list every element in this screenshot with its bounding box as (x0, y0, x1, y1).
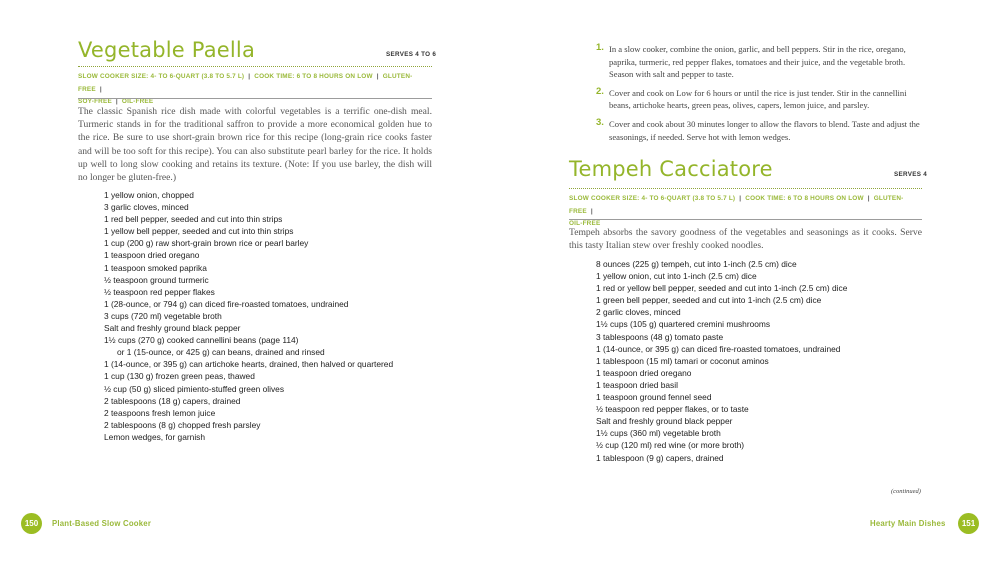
ingredient-item: ½ teaspoon ground turmeric (104, 274, 209, 285)
section-title-footer: Hearty Main Dishes (870, 519, 946, 528)
recipe-title: Tempeh Cacciatore (569, 157, 773, 181)
ingredient-item: ½ teaspoon red pepper flakes, or to taste (596, 404, 749, 415)
soy-free-tag: SOY-FREE (78, 98, 112, 105)
recipe-intro: The classic Spanish rice dish made with colorful vegetables is a terrific one-dish meal. Turmeric stands in for the traditional saffron to provide a more economical golden hue to the rice. Be sure to use short-grain brown rice for this recipe (long-grain rice cooks faster and will be too soft for this recipe). You can also substitute pearl barley for the rice. It holds up well to long slow cooking and retains its texture. (Note: If you use barley, the dish will no longer be gluten-free.) (78, 106, 432, 184)
recipe-intro: Tempeh absorbs the savory goodness of the vegetables and seasonings as it cooks. Serve this tasty Italian stew over freshly cooked noodles. (569, 227, 922, 252)
cook-time: COOK TIME: 6 TO 8 HOURS ON LOW (745, 195, 864, 202)
gluten-free-tag: GLUTEN-FREE (569, 195, 904, 215)
ingredient-list (596, 258, 847, 464)
ingredient-item: 1 teaspoon dried oregano (596, 367, 692, 378)
step-number: 2. (596, 85, 604, 97)
cook-time: COOK TIME: 6 TO 8 HOURS ON LOW (254, 73, 373, 80)
ingredient-item: 3 cups (720 ml) vegetable broth (104, 310, 222, 321)
ingredient-item: 1 red or yellow bell pepper, seeded and cut into 1-inch (2.5 cm) dice (596, 283, 848, 294)
ingredient-item: 3 garlic cloves, minced (104, 202, 189, 213)
ingredient-item: 1 yellow bell pepper, seeded and cut into thin strips (104, 226, 294, 237)
method-step (596, 87, 929, 112)
ingredient-item: 1 (14-ounce, or 395 g) can diced fire-roasted tomatoes, undrained (596, 343, 841, 354)
gluten-free-tag: GLUTEN-FREE (78, 73, 413, 93)
page-number-badge: 150 (21, 513, 42, 534)
method-step (596, 118, 929, 143)
step-text: Cover and cook about 30 minutes longer to allow the flavors to blend. Taste and adjust the seasonings, if needed. Serve hot with lemon wedges. (609, 118, 920, 142)
ingredient-item: 2 teaspoons fresh lemon juice (104, 407, 216, 418)
ingredient-item: 1½ cups (105 g) quartered cremini mushrooms (596, 319, 771, 330)
ingredient-item: ½ teaspoon red pepper flakes (104, 286, 215, 297)
oil-free-tag: OIL-FREE (569, 220, 601, 227)
ingredient-item: Salt and freshly ground black pepper (596, 416, 733, 427)
ingredient-item: 1 teaspoon smoked paprika (104, 262, 207, 273)
rule-divider (569, 219, 922, 220)
dotted-divider (569, 188, 922, 189)
ingredient-item: ½ cup (50 g) sliced pimiento-stuffed green olives (104, 383, 285, 394)
ingredient-item: 2 tablespoons (8 g) chopped fresh parsley (104, 419, 261, 430)
page-number-badge: 151 (958, 513, 979, 534)
ingredient-item: 1 (14-ounce, or 395 g) can artichoke hearts, drained, then halved or quartered (104, 359, 394, 370)
serves-label: SERVES 4 (894, 171, 928, 178)
ingredient-item: 1 teaspoon dried basil (596, 379, 678, 390)
step-text: In a slow cooker, combine the onion, garlic, and bell peppers. Stir in the rice, oregano, paprika, turmeric, red pepper flakes, tomatoes and their juice, and the vegetable broth. Season with salt and pepper to taste. (609, 44, 906, 80)
step-text: Cover and cook on Low for 6 hours or until the rice is just tender. Stir in the cannellini beans, artichoke hearts, green peas, olives, capers, lemon juice, and parsley. (609, 87, 907, 111)
ingredient-item: 1½ cups (360 ml) vegetable broth (596, 428, 721, 439)
method-steps (596, 43, 929, 143)
ingredient-item: 1 teaspoon dried oregano (104, 250, 200, 261)
ingredient-item: ½ cup (120 ml) red wine (or more broth) (596, 440, 745, 451)
book-title-footer: Plant-Based Slow Cooker (52, 519, 152, 528)
ingredient-item: 1 tablespoon (15 ml) tamari or coconut aminos (596, 355, 769, 366)
ingredient-item: 1 yellow onion, cut into 1-inch (2.5 cm) dice (596, 271, 757, 282)
ingredient-item: 1 cup (130 g) frozen green peas, thawed (104, 371, 255, 382)
ingredient-item: 1 green bell pepper, seeded and cut into 1-inch (2.5 cm) dice (596, 295, 822, 306)
ingredient-item: Salt and freshly ground black pepper (104, 323, 241, 334)
rule-divider (78, 98, 432, 99)
ingredient-item: 1 cup (200 g) raw short-grain brown rice or pearl barley (104, 238, 309, 249)
ingredient-item: 2 tablespoons (18 g) capers, drained (104, 395, 241, 406)
ingredient-item: Lemon wedges, for garnish (104, 431, 206, 442)
method-step (596, 43, 929, 81)
recipe-meta: SLOW COOKER SIZE: 4- TO 6-QUART (3.8 TO 5.7 L) | COOK TIME: 6 TO 8 HOURS ON LOW | GLUTEN-FREE | OIL-FREE (569, 195, 904, 227)
ingredient-item: 8 ounces (225 g) tempeh, cut into 1-inch (2.5 cm) dice (596, 259, 797, 269)
right-page (500, 0, 1000, 562)
ingredient-item: 1 yellow onion, chopped (104, 190, 194, 200)
recipe-meta: SLOW COOKER SIZE: 4- TO 6-QUART (3.8 TO 5.7 L) | COOK TIME: 6 TO 8 HOURS ON LOW | GLUTEN-FREE | SOY-FREE | OIL-FREE (78, 73, 413, 105)
ingredient-item: 1½ cups (270 g) cooked cannellini beans (page 114) (104, 335, 299, 346)
oil-free-tag: OIL-FREE (121, 98, 154, 105)
slow-cooker-size: SLOW COOKER SIZE: 4- TO 6-QUART (3.8 TO 5.7 L) (78, 73, 245, 80)
ingredient-list (104, 189, 393, 443)
dotted-divider (78, 66, 432, 67)
continued-note: (continued) (891, 488, 921, 495)
slow-cooker-size: SLOW COOKER SIZE: 4- TO 6-QUART (3.8 TO 5.7 L) (569, 195, 736, 202)
ingredient-item: 1 (28-ounce, or 794 g) can diced fire-roasted tomatoes, undrained (104, 298, 349, 309)
recipe-title: Vegetable Paella (78, 38, 256, 62)
ingredient-item: 3 tablespoons (48 g) tomato paste (596, 331, 724, 342)
ingredient-item: 1 red bell pepper, seeded and cut into thin strips (104, 214, 283, 225)
ingredient-item: 2 garlic cloves, minced (596, 307, 681, 318)
serves-label: SERVES 4 TO 6 (386, 51, 437, 58)
step-number: 1. (596, 42, 604, 53)
step-number: 3. (596, 116, 604, 128)
ingredient-item: 1 teaspoon ground fennel seed (596, 392, 712, 403)
ingredient-item-continued: or 1 (15-ounce, or 425 g) can beans, drained and rinsed (117, 347, 325, 358)
ingredient-item: 1 tablespoon (9 g) capers, drained (596, 452, 724, 463)
